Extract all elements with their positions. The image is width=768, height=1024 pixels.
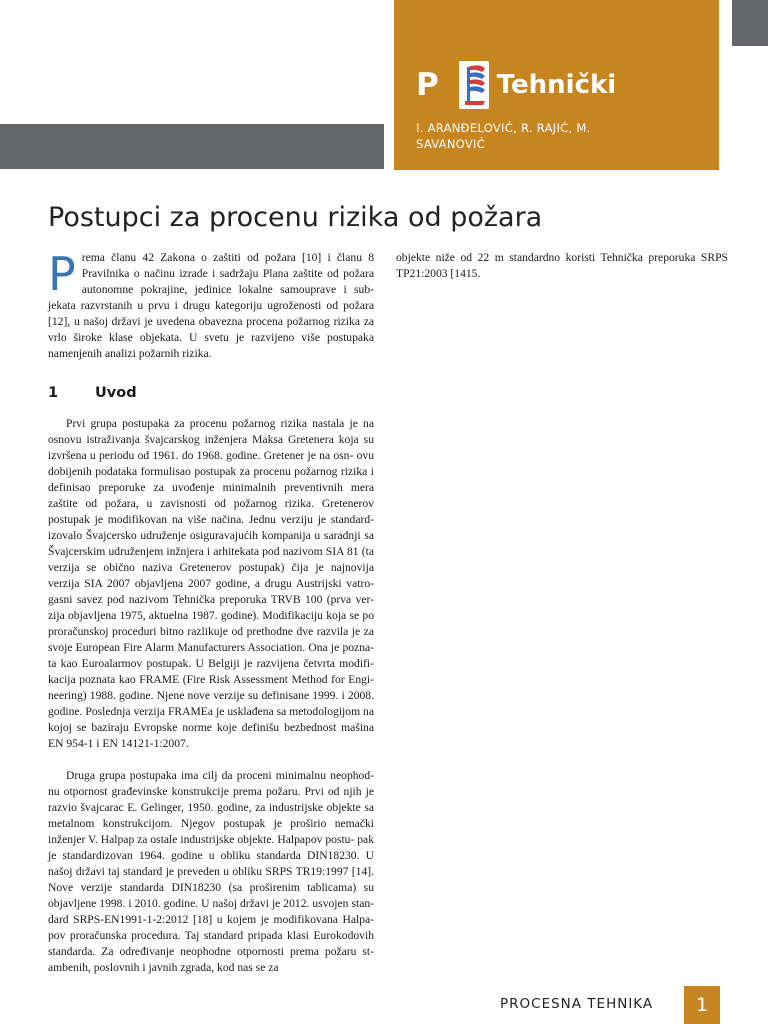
section-title: Uvod [95, 385, 137, 401]
drop-cap: P [48, 247, 76, 301]
section-heading [48, 384, 374, 402]
header-gray-corner [732, 0, 768, 46]
page-number-text: 1 [695, 994, 709, 1016]
flag-logo-icon [459, 61, 489, 109]
article-title: Postupci za procenu rizika od požara [48, 202, 543, 233]
brand-title: Tehnički [496, 70, 617, 100]
intro-paragraph [48, 247, 374, 362]
body-paragraph-1: Prvi grupa postupaka za procenu požarnog rizika nastala je na osnovu istraživanja švajcarskog inženjera Maksa Gretenera koja su izvršena u periodu od 1961. do 1968. godine. Gretener je na osn- ovu dobijenih podataka formulisao postupak za procenu požarnog rizika i definisao preporuke za uvođenje minimalnih preventivnih mera zaštite od požara, u zavisnosti od požarnog rizika. Gretenerov postupak je modifikovan na više načina. Jednu verziju je standard- izovalo Švajcersko udruženje osiguravajućih kompanija u saradnji sa Švajcerskim udruženjem inžnjera i arhitekata pod nazivom SIA 81 (ta verzija se obično naziva Gretenerov postupak) čija je najnovija verzija SIA 2007 objavljena 2007 godine, a drugu Austrijski vatro- gasni savez pod nazivom Tehnička preporuka TRVB 100 (prva ver- zija objavljena 1975, aktuelna 1987. godine). Modifikaciju koja se po proračunskoj proceduri bitno razlikuje od prethodne dve razvila je za svoje European Fire Alarm Manufacturers Association. Ona je pozna- ta kao Euroalarmov postupak. U Belgiji je razvijena četvrta modifi- kacija poznata kao FRAME (Fire Risk Assessment Method for Engi- neering) 1988. godine. Njene nove verzije su definisane 1999. i 2008. godine. Poslednja verzija FRAMEa je usklađena sa metodologijom na kojoj se baziraju Evropske norme koje definišu bezbednost mašina EN 954-1 i EN 14121-1:2007. [48, 417, 374, 750]
brand-letter: P [416, 66, 439, 103]
section-number: 1 [48, 385, 59, 401]
page-number [684, 986, 720, 1024]
article-authors: I. ARANĐELOVIĆ, R. RAJIĆ, M. SAVANOVIĆ [416, 121, 591, 151]
journal-name: PROCESNA TEHNIKA [500, 996, 654, 1012]
body-paragraph-2: Druga grupa postupaka ima cilj da proceni minimalnu neophod- nu otpornost građevinske konstrukcije prema požaru. Prvi od njih je razvio švajcarac E. Gelinger, 1950. godine, za industrijske objekte sa metalnom konstrukcijom. Njegov postupak je proširio nemački inženjer V. Halpap za ostale industrijske objekte. Halpapov postu- pak je standardizovan 1964. godine u obliku standarda DIN18230. U našoj državi taj standard je preveden u obliku SRPS TR19:1997 [14]. Nove verzije standarda DIN18230 (sa proširenim tablicama) su objavljene 1998. i 2010. godine. U našoj državi je 2012. usvojen stan- dard SRPS-EN1991-1-2:2012 [18] u kojem je modifikovana Halpa- pov proračunska procedura. Taj standard pripada klasi Eurokodovih standarda. Za određivanje neophodne otpornosti prema požaru st- ambenih, poslovnih i javnih zgrada, kod nas se za [48, 769, 374, 974]
left-column [48, 247, 374, 992]
header-gray-bar [0, 124, 384, 169]
right-column-text: objekte niže od 22 m standardno koristi Tehnička preporuka SRPS TP21:2003 [1415. [396, 251, 728, 280]
intro-text: rema članu 42 Zakona o zaštiti od požara [10] i članu 8 Pravilnika o načinu izrade i sadržaju Plana zaštite od požara autonomne pokrajine, jedinice lokalne samouprave i sub- jekata razvrstanih u prvu i drugu kategoriju ugroženosti od požara [12], u našoj državi je uvedena obavezna procena požarnog rizika za vrlo široke klase objekata. U svetu je razvijeno više postupaka namenjenih analizi požarnih rizika. [48, 251, 374, 360]
brand [416, 60, 616, 110]
right-column [396, 250, 728, 282]
header-banner [394, 0, 719, 170]
